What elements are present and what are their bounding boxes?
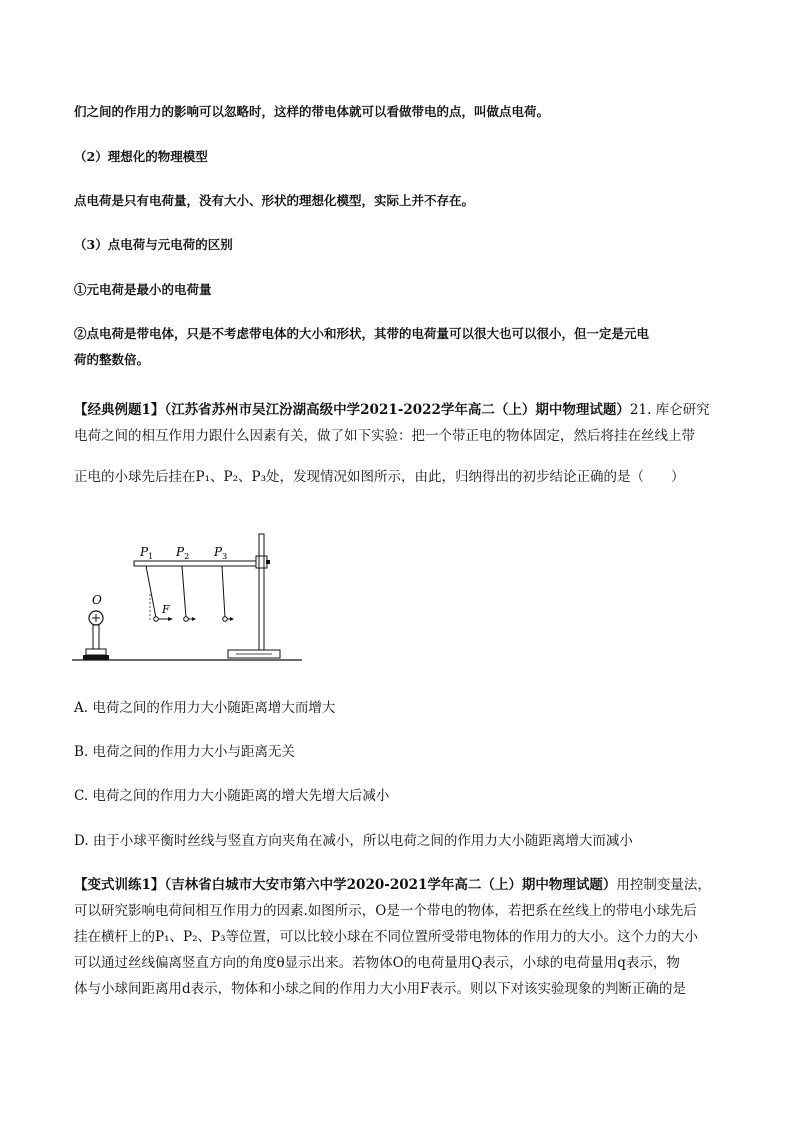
- variant-line-1-tail: 用控制变量法，: [616, 877, 711, 893]
- pedestal-foot: [83, 655, 109, 660]
- variant-line-2: 可以研究影响电荷间相互作用力的因素.如图所示，O是一个带电的物体，若把系在丝线上的带电小球先后: [74, 903, 697, 919]
- variant-line-5: 体与小球间距离用d表示，物体和小球之间的作用力大小用F表示。则以下对该实验现象的判断正确的是: [74, 981, 687, 997]
- string-p1: [146, 566, 156, 618]
- text-line-ideal-model: 点电荷是只有电荷量，没有大小、形状的理想化模型，实际上并不存在。: [74, 193, 475, 208]
- example-source: （江苏省苏州市吴江汾湖高级中学2021-2022学年高二（上）期中物理试题）: [164, 402, 630, 418]
- option-a: A. 电荷之间的作用力大小随距离增大而增大: [74, 700, 336, 716]
- label-p1: $P_1$: [140, 545, 154, 561]
- variant-line-4: 可以通过丝线偏离竖直方向的角度θ显示出来。若物体O的电荷量用Q表示，小球的电荷量用q表示，物: [74, 955, 680, 971]
- heading-ideal-model: （2）理想化的物理模型: [74, 149, 208, 164]
- text-line-elementary-charge: ①元电荷是最小的电荷量: [74, 282, 212, 297]
- ball-p2: [184, 617, 189, 622]
- variant-line-3: 挂在横杆上的P₁、P₂、P₃等位置，可以比较小球在不同位置所受带电物体的作用力的大小。这个力的大小: [74, 929, 698, 945]
- label-p3: $P_3$: [214, 545, 228, 561]
- horizontal-bar: [134, 561, 256, 566]
- variant-tag: 【变式训练1】: [74, 877, 165, 893]
- text-line-point-charge-body: ②点电荷是带电体，只是不考虑带电体的大小和形状，其带的电荷量可以很大也可以很小，但一定是元电: [74, 326, 650, 341]
- option-c: C. 电荷之间的作用力大小随距离的增大先增大后减小: [74, 788, 390, 804]
- pedestal-post: [93, 625, 99, 649]
- example-line-1: [74, 401, 710, 419]
- variant-source: （吉林省白城市大安市第六中学2020-2021学年高二（上）期中物理试题）: [164, 877, 617, 893]
- label-o: O: [92, 593, 102, 607]
- string-p3: [222, 566, 225, 618]
- example-line-1-tail: 21. 库仑研究: [629, 402, 710, 418]
- ball-p1: [154, 617, 159, 622]
- label-p2: $P_2$: [176, 545, 190, 561]
- pedestal-base: [86, 649, 106, 655]
- experiment-figure: [72, 528, 302, 666]
- option-b: B. 电荷之间的作用力大小与距离无关: [74, 744, 296, 760]
- label-f: F: [162, 603, 170, 616]
- heading-difference: （3）点电荷与元电荷的区别: [74, 237, 233, 252]
- text-line-point-charge-definition: 们之间的作用力的影响可以忽略时，这样的带电体就可以看做带电的点，叫做点电荷。: [74, 104, 550, 119]
- clamp: [256, 556, 267, 568]
- example-tag: 【经典例题1】: [74, 402, 165, 418]
- vertical-rod: [259, 534, 264, 650]
- ball-p3: [223, 617, 228, 622]
- string-p2: [182, 566, 186, 618]
- option-d: D. 由于小球平衡时丝线与竖直方向夹角在减小，所以电荷之间的作用力大小随距离增大而减小: [74, 833, 633, 849]
- variant-line-1: [74, 876, 711, 894]
- example-line-2: 电荷之间的相互作用力跟什么因素有关，做了如下实验：把一个带正电的物体固定，然后将挂在丝线上带: [74, 428, 695, 444]
- example-line-3: 正电的小球先后挂在P₁、P₂、P₃处，发现情况如图所示，由此，归纳得出的初步结论正确的是（ ）: [74, 469, 685, 485]
- text-line-integer-multiple: 荷的整数倍。: [74, 352, 150, 367]
